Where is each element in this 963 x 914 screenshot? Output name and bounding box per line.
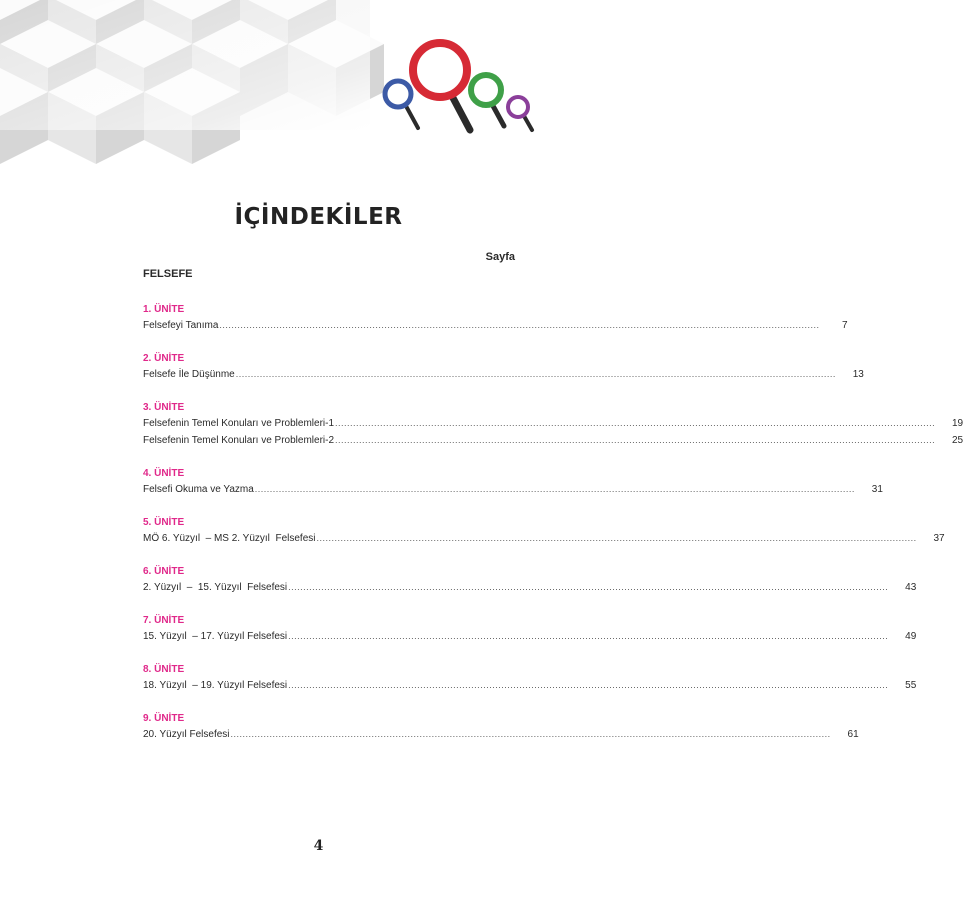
dot-leader: ........................................................................................................................................................................................................ bbox=[235, 369, 836, 379]
entry-title: 15. Yüzyıl – 17. Yüzyıl Felsefesi bbox=[143, 631, 288, 642]
toc-entry[interactable] bbox=[143, 726, 859, 743]
entry-title: Felsefeyi Tanıma bbox=[143, 320, 219, 331]
toc-unit bbox=[143, 663, 917, 694]
dot-leader: ........................................................................................................................................................................................................ bbox=[316, 533, 917, 543]
table-of-contents bbox=[143, 303, 963, 761]
toc-entry[interactable] bbox=[143, 432, 963, 449]
entry-page-number: 55 bbox=[905, 680, 917, 691]
magnifying-glass-decoration bbox=[370, 30, 550, 150]
entry-page-number: 49 bbox=[905, 631, 917, 642]
toc-unit bbox=[143, 614, 917, 645]
entry-page-number: 19 bbox=[952, 418, 963, 429]
entry-page-number: 43 bbox=[905, 582, 917, 593]
cube-pattern-decoration bbox=[0, 0, 370, 130]
blue-magnifier-icon bbox=[385, 81, 418, 128]
unit-title: 4. ÜNİTE bbox=[143, 468, 185, 479]
unit-title: 2. ÜNİTE bbox=[143, 353, 185, 364]
dot-leader: ........................................................................................................................................................................................................ bbox=[219, 320, 820, 330]
dot-leader: ........................................................................................................................................................................................................ bbox=[288, 680, 889, 690]
entry-page-number: 25 bbox=[952, 435, 963, 446]
toc-entry[interactable] bbox=[143, 481, 883, 498]
toc-entry[interactable] bbox=[143, 415, 963, 432]
purple-magnifier-icon bbox=[508, 97, 532, 130]
entry-page-number: 61 bbox=[847, 729, 859, 740]
unit-title: 7. ÜNİTE bbox=[143, 615, 185, 626]
toc-unit bbox=[143, 712, 859, 743]
entry-page-number: 31 bbox=[871, 484, 883, 495]
entry-title: Felsefenin Temel Konuları ve Problemleri-2 bbox=[143, 435, 335, 446]
entry-title: 20. Yüzyıl Felsefesi bbox=[143, 729, 230, 740]
entry-page-number: 13 bbox=[852, 369, 864, 380]
toc-entry[interactable] bbox=[143, 530, 945, 547]
dot-leader: ........................................................................................................................................................................................................ bbox=[335, 418, 936, 428]
dot-leader: ........................................................................................................................................................................................................ bbox=[230, 729, 831, 739]
entry-title: MÖ 6. Yüzyıl – MS 2. Yüzyıl Felsefesi bbox=[143, 533, 316, 544]
entry-page-number: 7 bbox=[841, 320, 848, 331]
entry-title: Felsefenin Temel Konuları ve Problemleri-1 bbox=[143, 418, 335, 429]
toc-entry[interactable] bbox=[143, 579, 917, 596]
page-column-label: Sayfa bbox=[485, 251, 515, 263]
toc-unit bbox=[143, 516, 945, 547]
red-magnifier-icon bbox=[413, 43, 470, 130]
unit-title: 5. ÜNİTE bbox=[143, 517, 185, 528]
toc-unit bbox=[143, 467, 883, 498]
page-title: İÇİNDEKİLER bbox=[234, 204, 403, 230]
toc-entry[interactable] bbox=[143, 677, 917, 694]
toc-entry[interactable] bbox=[143, 628, 917, 645]
dot-leader: ........................................................................................................................................................................................................ bbox=[335, 435, 936, 445]
entry-title: 2. Yüzyıl – 15. Yüzyıl Felsefesi bbox=[143, 582, 288, 593]
unit-title: 3. ÜNİTE bbox=[143, 402, 185, 413]
toc-unit bbox=[143, 352, 864, 383]
toc-entry[interactable] bbox=[143, 317, 848, 334]
entry-page-number: 37 bbox=[933, 533, 945, 544]
unit-title: 9. ÜNİTE bbox=[143, 713, 185, 724]
unit-title: 1. ÜNİTE bbox=[143, 304, 185, 315]
toc-unit bbox=[143, 303, 848, 334]
page-number: 4 bbox=[313, 838, 324, 854]
dot-leader: ........................................................................................................................................................................................................ bbox=[254, 484, 855, 494]
toc-entry[interactable] bbox=[143, 366, 864, 383]
toc-unit bbox=[143, 401, 963, 449]
green-magnifier-icon bbox=[471, 75, 504, 126]
entry-title: Felsefi Okuma ve Yazma bbox=[143, 484, 254, 495]
unit-title: 6. ÜNİTE bbox=[143, 566, 185, 577]
dot-leader: ........................................................................................................................................................................................................ bbox=[288, 631, 889, 641]
toc-unit bbox=[143, 565, 917, 596]
unit-title: 8. ÜNİTE bbox=[143, 664, 185, 675]
entry-title: Felsefe İle Düşünme bbox=[143, 369, 235, 380]
dot-leader: ........................................................................................................................................................................................................ bbox=[288, 582, 889, 592]
section-heading: FELSEFE bbox=[143, 268, 193, 280]
entry-title: 18. Yüzyıl – 19. Yüzyıl Felsefesi bbox=[143, 680, 288, 691]
